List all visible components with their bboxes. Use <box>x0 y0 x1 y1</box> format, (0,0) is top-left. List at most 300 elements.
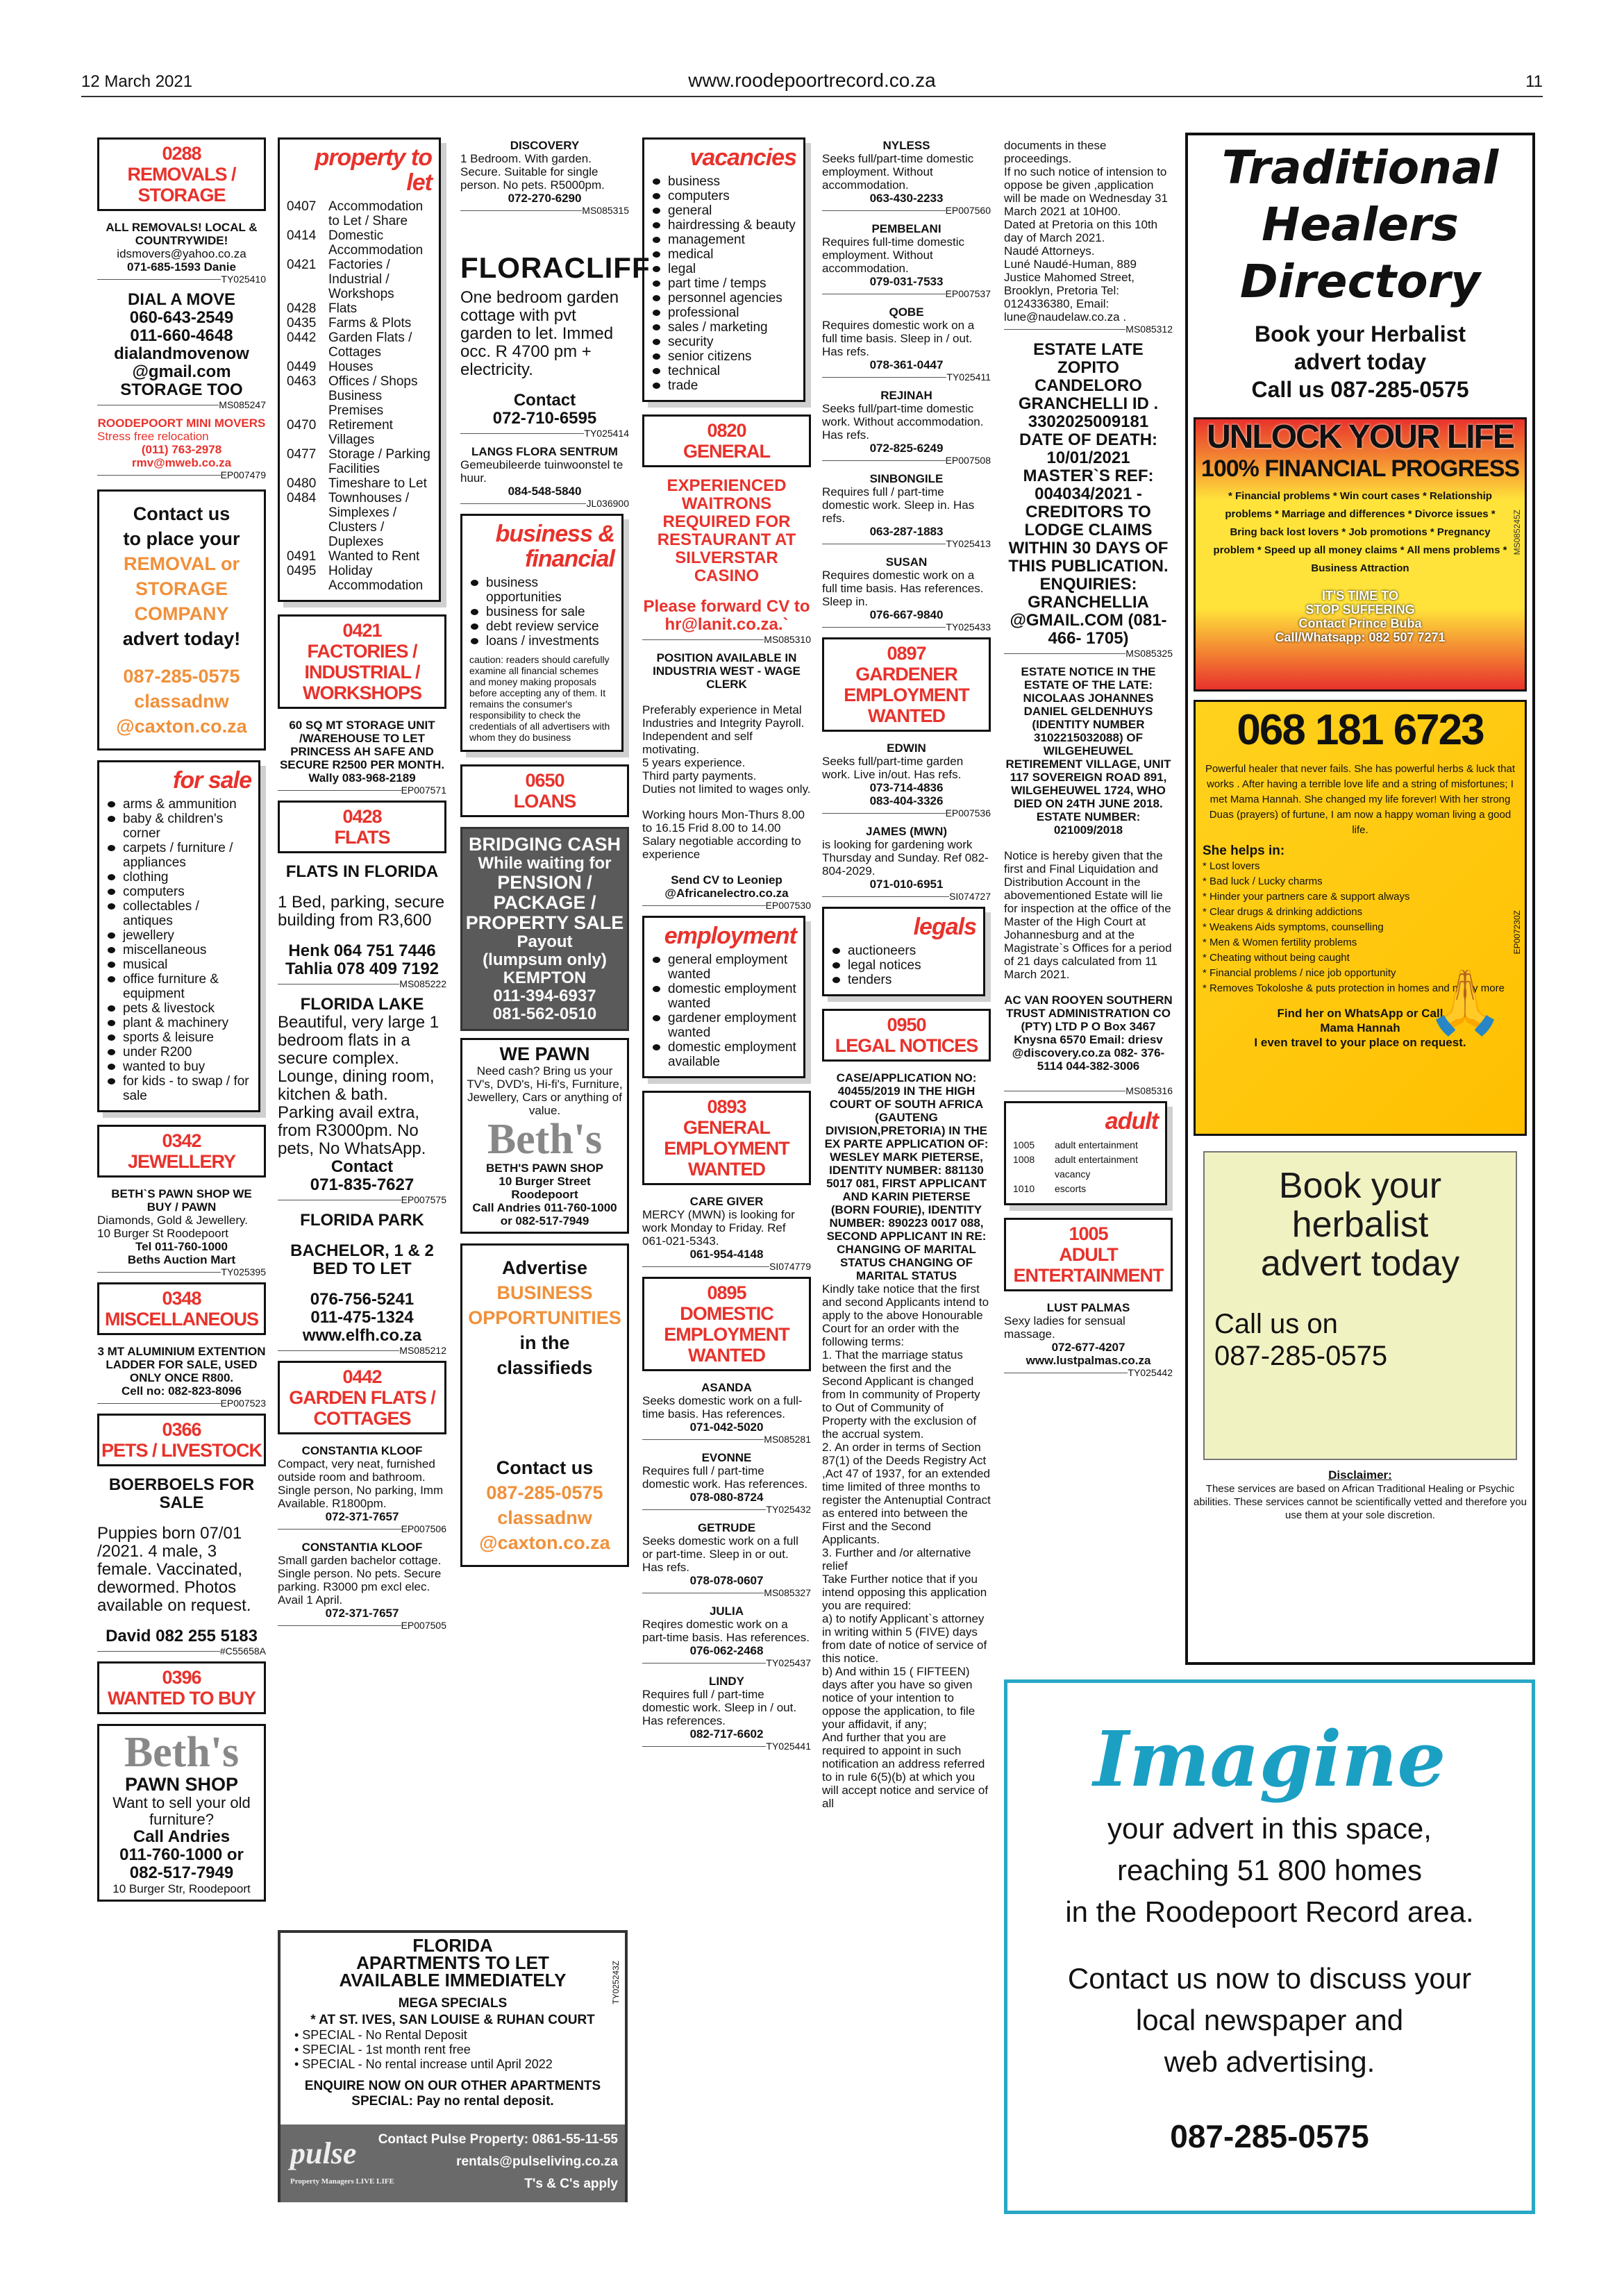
ad-line: 011-394-6937 <box>493 987 596 1005</box>
index-item[interactable]: business opportunities <box>469 576 614 605</box>
category-title: LEGAL NOTICES <box>835 1035 978 1056</box>
index-item[interactable]: wanted to buy <box>106 1059 251 1074</box>
ad-line: a) to notify Applicant`s attorney in writing within 5 (FIVE) days from date of notice of service of this notice. <box>822 1612 987 1665</box>
index-item[interactable] <box>1013 1182 1158 1196</box>
category-title: MISCELLANEOUS <box>104 1309 258 1330</box>
ad-reference: EP007479 <box>97 470 266 480</box>
category-title: ADULT ENTERTAINMENT <box>1013 1244 1164 1286</box>
help-item: * Financial problems / nice job opportunity <box>1203 967 1396 979</box>
index-item[interactable] <box>287 360 432 374</box>
classified-ad <box>822 472 991 548</box>
spacer <box>278 1278 446 1291</box>
ad-line: STORAGE TOO <box>120 380 243 399</box>
ad-line: 083-404-3326 <box>869 794 944 807</box>
ad-reference: TY025414 <box>460 428 629 438</box>
ad-line: Contact <box>330 1157 394 1176</box>
section-title: business & financial <box>495 521 614 572</box>
ad-line: EVONNE <box>701 1451 752 1464</box>
ad-line: Kindly take notice that the first and second Applicants intend to apply to the above Honourable Court for an order with the following terms: <box>822 1282 989 1348</box>
section-title: vacancies <box>689 144 796 171</box>
ad-line: ROODEPOORT MINI MOVERS <box>97 417 266 430</box>
terms: T's & C's apply <box>524 2177 618 2191</box>
index-item[interactable]: collectables / antiques <box>106 899 251 928</box>
index-item[interactable] <box>287 301 432 316</box>
index-item[interactable]: professional <box>651 305 796 320</box>
website-url[interactable]: www.roodepoortrecord.co.za <box>688 69 936 91</box>
ad-line: 072-677-4207 <box>1051 1341 1125 1354</box>
category-code: 0893 <box>707 1096 746 1117</box>
index-item[interactable]: general employment wanted <box>651 953 796 982</box>
ad-line: WE PAWN <box>499 1044 590 1064</box>
ad-line: Seeks domestic work on a full or part-time. Sleep in or out. Has refs. <box>642 1534 798 1574</box>
classified-ad <box>460 445 629 508</box>
ad-line: While waiting for <box>478 854 612 873</box>
ad-line: BACHELOR, 1 & 2 BED TO LET <box>290 1241 434 1278</box>
ad-line: Tel 011-760-1000 <box>135 1240 228 1253</box>
ad-line: 3. Further and /or alternative relief <box>822 1546 971 1573</box>
index-label: Garden Flats / Cottages <box>328 330 412 360</box>
help-item: * Clear drugs & drinking addictions <box>1203 906 1363 918</box>
unlock-your-life-ad <box>1194 417 1527 692</box>
ad-line: Preferably experience in Metal Industries and Integrity Payroll. Independent and self motivating. <box>642 703 805 756</box>
mama-hannah-ad <box>1194 700 1527 1136</box>
index-item[interactable]: baby & children's corner <box>106 812 251 841</box>
category-title: FACTORIES / INDUSTRIAL / WORKSHOPS <box>302 641 421 703</box>
ad-line: FLORIDA LAKE <box>300 995 424 1014</box>
pulse-logo: pulse Property Managers LIVE LIFE <box>290 2136 394 2186</box>
index-code: 0414 <box>287 228 317 243</box>
index-item[interactable]: arms & ammunition <box>106 797 251 812</box>
index-item[interactable]: clothing <box>106 870 251 885</box>
contact-text: web advertising. <box>1164 2045 1375 2078</box>
spacer <box>642 796 811 808</box>
ad-reference: MS085212 <box>278 1346 446 1355</box>
spacer <box>278 1230 446 1242</box>
classified-ad <box>278 1212 446 1355</box>
ad-line: Diamonds, Gold & Jewellery. <box>97 1214 248 1227</box>
ad-line: 072-270-6290 <box>508 192 582 205</box>
ad-line: www.elfh.co.za <box>302 1326 422 1345</box>
index-label: Offices / Shops Business Premises <box>328 374 418 418</box>
special-item: • SPECIAL - No Rental Deposit <box>294 2028 467 2042</box>
helps-heading: She helps in: <box>1203 844 1285 858</box>
index-item[interactable]: technical <box>651 364 796 378</box>
index-item[interactable] <box>287 476 432 491</box>
contact-text: Contact us now to discuss your <box>1067 1962 1472 1995</box>
ad-line: idsmovers@yahoo.co.za <box>117 247 246 260</box>
index-code: 1010 <box>1013 1183 1035 1194</box>
ad-line: STORAGE <box>135 578 228 599</box>
column-3 <box>460 132 651 1577</box>
ad-line: Puppies born 07/01 /2021. 4 male, 3 female. Vaccinated, dewormed. Photos available on request. <box>97 1524 251 1615</box>
index-item[interactable]: legal <box>651 262 796 276</box>
index-item[interactable]: debt review service <box>469 619 614 634</box>
index-item[interactable] <box>287 228 432 258</box>
index-code: 0428 <box>287 301 317 316</box>
page-number: 11 <box>1525 72 1543 91</box>
index-item[interactable]: security <box>651 335 796 349</box>
page-header <box>81 69 1543 97</box>
call-text: Call us 087-285-0575 <box>1251 377 1469 402</box>
ad-line: Requires full / part-time domestic work. Sleep in / out. Has references. <box>642 1688 797 1727</box>
classified-ad <box>460 1243 629 1567</box>
index-item[interactable]: computers <box>106 885 251 899</box>
ad-line: BOERBOELS FOR SALE <box>108 1475 255 1512</box>
category-header <box>460 764 629 817</box>
ad-line: Book your <box>1278 1166 1442 1206</box>
category-title: FLATS <box>334 827 390 848</box>
ad-line: Call Andries <box>133 1827 231 1846</box>
ad-reference: EP007506 <box>278 1524 446 1534</box>
ad-reference: EP007560 <box>822 206 991 215</box>
index-item[interactable] <box>287 258 432 301</box>
section-index <box>460 514 623 752</box>
ad-line: 087-285-0575 <box>123 666 240 687</box>
category-code: 0442 <box>342 1366 382 1387</box>
category-title: PETS / LIVESTOCK <box>101 1440 262 1461</box>
ad-line: EDWIN <box>887 741 926 755</box>
spacer <box>642 691 811 703</box>
index-code: 0442 <box>287 330 317 345</box>
ad-line: Requires full-time domestic employment. Without accommodation. <box>822 235 965 275</box>
category-header <box>97 1661 266 1714</box>
classified-ad <box>278 719 446 795</box>
index-item[interactable]: senior citizens <box>651 349 796 364</box>
index-code: 0449 <box>287 360 317 374</box>
index-item[interactable]: domestic employment available <box>651 1040 796 1069</box>
ad-line: Advertise <box>501 1257 588 1278</box>
index-item[interactable]: personnel agencies <box>651 291 796 305</box>
ad-reference: EP007571 <box>278 785 446 795</box>
ad-line: 078-078-0607 <box>689 1574 764 1587</box>
spacer <box>465 1380 624 1393</box>
help-item: * Hinder your partners care & support always <box>1203 891 1410 903</box>
directory-title: Traditional <box>1221 141 1499 194</box>
ad-reference: MS085222 <box>278 979 446 989</box>
category-title: GENERAL EMPLOYMENT WANTED <box>664 1117 789 1180</box>
index-code: 1008 <box>1013 1154 1035 1165</box>
ad-line: Seeks full/part-time garden work. Live in/out. Has refs. <box>822 755 964 781</box>
ad-line: 3 MT ALUMINIUM EXTENTION LADDER FOR SALE, USED ONLY ONCE R800. <box>97 1345 266 1384</box>
ad-line: advert today <box>1260 1243 1460 1284</box>
issue-date: 12 March 2021 <box>81 72 193 91</box>
classified-ad <box>822 139 991 215</box>
ad-line: ALL REMOVALS! LOCAL & COUNTRYWIDE! <box>106 221 258 247</box>
index-item[interactable]: management <box>651 233 796 247</box>
index-code: 0480 <box>287 476 317 491</box>
index-label: Retirement Villages <box>328 418 393 447</box>
category-header <box>97 1282 266 1335</box>
index-item[interactable]: for kids - to swap / for sale <box>106 1074 251 1103</box>
index-item[interactable]: miscellaneous <box>106 943 251 957</box>
ad-reference: EP007523 <box>97 1398 266 1408</box>
index-item[interactable]: plant & machinery <box>106 1016 251 1030</box>
index-item[interactable]: medical <box>651 247 796 262</box>
index-item[interactable] <box>287 330 432 360</box>
column-1 <box>97 132 266 1907</box>
ad-line: 10 Burger Str, Roodepoort <box>112 1882 251 1895</box>
ad-intro: Powerful healer that never fails. She has powerful herbs & luck that works . After having a terrible love life and a string of misfortunes; I met Mama Hannah. She changed my life forever! With her strong Duas (prayers) of furtune, I am now a happy woman living a good life. <box>1205 763 1516 836</box>
ad-line: to place your <box>123 528 240 549</box>
category-title: JEWELLERY <box>127 1151 236 1172</box>
ad-line: Want to sell your old furniture? <box>112 1794 251 1828</box>
index-item[interactable] <box>287 374 432 418</box>
spacer <box>460 379 629 392</box>
index-code: 0435 <box>287 316 317 330</box>
spacer <box>460 235 629 247</box>
imagine-text: reaching 51 800 homes <box>1117 1854 1422 1886</box>
ad-line: Beths Auction Mart <box>127 1253 236 1266</box>
classified-ad <box>97 1187 266 1277</box>
category-header <box>278 801 446 853</box>
index-item[interactable]: business <box>651 174 796 189</box>
ad-reference: MS085281 <box>642 1434 811 1444</box>
index-item[interactable]: auctioneers <box>831 944 976 958</box>
index-item[interactable]: musical <box>106 957 251 972</box>
section-index <box>822 907 985 996</box>
ad-reference: SI074727 <box>822 891 991 901</box>
index-code: 1005 <box>1013 1139 1035 1150</box>
ad-line: (lumpsum only) <box>483 950 607 969</box>
spacer <box>460 222 629 235</box>
spacer <box>97 1615 266 1627</box>
classified-ad <box>460 1038 629 1234</box>
ad-line: Luné Naudé-Human, 889 Justice Mahomed Street, Brooklyn, Pretoria Tel: 0124336380, Email: lune@naudelaw.co.za . <box>1004 258 1137 324</box>
index-item[interactable] <box>287 447 432 476</box>
index-code: 0421 <box>287 258 317 272</box>
ad-line: 1 Bedroom. With garden. Secure. Suitable for single person. No pets. R5000pm. <box>460 152 605 192</box>
ad-line: Send CV to Leoniep @Africanelectro.co.za <box>664 873 789 900</box>
classified-ad <box>97 221 266 284</box>
category-title: LOANS <box>513 791 576 812</box>
index-item[interactable]: pets & livestock <box>106 1001 251 1016</box>
ad-ref: EP007230Z <box>1512 910 1522 955</box>
column-4 <box>642 132 811 1757</box>
disclaimer-title: Disclaimer: <box>1328 1468 1392 1482</box>
index-item[interactable] <box>1013 1153 1158 1182</box>
ad-reference: TY025413 <box>822 539 991 548</box>
index-label: Holiday Accommodation <box>328 564 424 593</box>
index-item[interactable]: domestic employment wanted <box>651 982 796 1011</box>
ad-line: Reqires domestic work on a part-time basis. Has references. <box>642 1618 810 1644</box>
ad-line: Cell no: 082-823-8096 <box>122 1384 242 1398</box>
ad-line: 072-710-6595 <box>492 409 597 428</box>
section-index <box>278 137 441 602</box>
ad-reference: TY025410 <box>97 274 266 284</box>
section-index <box>97 760 260 1112</box>
index-item[interactable]: hairdressing & beauty <box>651 218 796 233</box>
book-herbalist-ad <box>1203 1151 1517 1460</box>
ad-line: POSITION AVAILABLE IN INDUSTRIA WEST - WAGE CLERK <box>653 651 801 691</box>
classified-ad <box>1004 1301 1173 1377</box>
index-item[interactable] <box>287 564 432 593</box>
enquire-text: ENQUIRE NOW ON OUR OTHER APARTMENTS <box>304 2079 601 2093</box>
ad-phone: 068 181 6723 <box>1237 706 1484 754</box>
ad-line: Seeks full/part-time domestic employment. Without accommodation. <box>822 152 974 192</box>
ad-line: Requires domestic work on a full time basis. Has references. Sleep in. <box>822 569 984 608</box>
category-title: REMOVALS / STORAGE <box>127 164 236 206</box>
ad-line: 071-010-6951 <box>869 878 944 891</box>
ad-line: 076-667-9840 <box>869 608 944 621</box>
contact-text: local newspaper and <box>1135 2004 1404 2036</box>
special-item: • SPECIAL - No rental increase until April 2022 <box>294 2057 553 2071</box>
ad-callout: STOP SUFFERING <box>1305 603 1415 617</box>
index-item[interactable]: tenders <box>831 973 976 987</box>
ad-line: Notice is hereby given that the first and Final Liquidation and Distribution Account in the abovementioned Estate will lie for inspection at the office of the Master of the High Court at Johannesburg and at the Magistrate`s Offices for a period of 21 days calculated from 11 March 2021. <box>1004 849 1172 981</box>
ad-line: JULIA <box>709 1604 744 1618</box>
index-code: 0495 <box>287 564 317 578</box>
ad-line: MERCY (MWN) is looking for work Monday to Friday. Ref 061-021-5343. <box>642 1208 795 1248</box>
index-code: 0477 <box>287 447 317 462</box>
column-5 <box>822 132 991 1816</box>
ad-line: EXPERIENCED WAITRONS REQUIRED FOR RESTAURANT AT SILVERSTAR CASINO <box>657 476 796 585</box>
index-item[interactable] <box>287 199 432 228</box>
ad-line: Seeks full/part-time domestic work. Without accommodation. Has refs. <box>822 402 984 442</box>
ad-line: REMOVAL or <box>123 553 240 574</box>
ad-line: 084-548-5840 <box>508 485 582 498</box>
index-item[interactable]: sales / marketing <box>651 320 796 335</box>
index-item[interactable]: gardener employment wanted <box>651 1011 796 1040</box>
index-item[interactable]: part time / temps <box>651 276 796 291</box>
ad-line: Contact us <box>133 503 231 524</box>
ad-reference: MS085315 <box>460 206 629 215</box>
classified-ad <box>642 477 811 644</box>
category-header <box>97 1125 266 1178</box>
ad-line: Tahlia 078 409 7192 <box>285 960 440 978</box>
ad-line: 011-660-4648 <box>130 326 233 345</box>
ad-line: PAWN SHOP <box>124 1774 238 1795</box>
classified-ad <box>278 1444 446 1534</box>
ad-line: OPPORTUNITIES <box>468 1307 621 1328</box>
classified-ad <box>822 825 991 901</box>
ad-line: 060-643-2549 <box>129 308 234 327</box>
index-item[interactable]: office furniture & equipment <box>106 972 251 1001</box>
spacer <box>642 861 811 873</box>
ad-line: Beautiful, very large 1 bedroom flats in a secure complex. Lounge, dining room, kitchen & bath. Parking avail extra, from R3000pm. No pets, No WhatsApp. <box>278 1013 440 1158</box>
index-label: Wanted to Rent <box>328 549 420 564</box>
spacer <box>465 1418 624 1430</box>
ad-line: CARE GIVER <box>689 1195 764 1208</box>
ad-line: REJINAH <box>880 389 932 402</box>
index-item[interactable] <box>1013 1138 1158 1153</box>
index-item[interactable]: general <box>651 203 796 218</box>
index-label: Timeshare to Let <box>328 476 427 491</box>
classified-ad <box>822 305 991 382</box>
index-label: Houses <box>328 360 374 374</box>
index-item[interactable]: legal notices <box>831 958 976 973</box>
index-item[interactable]: under R200 <box>106 1045 251 1059</box>
ad-line: documents in these proceedings. <box>1004 139 1107 165</box>
classified-ad <box>278 996 446 1205</box>
ad-line: Need cash? Bring us your TV's, DVD's, Hi-fi's, Furniture, Jewellery, Cars or anything of value. <box>467 1064 623 1117</box>
ad-line: 063-430-2233 <box>869 192 944 205</box>
index-item[interactable] <box>287 316 432 330</box>
ad-title: APARTMENTS TO LET <box>356 1952 549 1973</box>
book-text: advert today <box>1294 349 1427 374</box>
index-item[interactable]: jewellery <box>106 928 251 943</box>
classified-ad <box>278 1541 446 1630</box>
index-item[interactable]: carpets / furniture / appliances <box>106 841 251 870</box>
index-item[interactable]: sports & leisure <box>106 1030 251 1045</box>
ad-reference: EP007575 <box>278 1195 446 1205</box>
index-item[interactable] <box>287 549 432 564</box>
ad-line: Small garden bachelor cottage. Single person. No pets. Secure parking. R3000 pm excl elec. Avail 1 April. <box>278 1554 442 1607</box>
ad-line: SUSAN <box>885 555 928 569</box>
ad-ref: MS085245Z <box>1512 510 1522 555</box>
classified-ad <box>642 1451 811 1514</box>
index-item[interactable]: loans / investments <box>469 634 614 648</box>
ad-line: ESTATE LATE ZOPITO CANDELORO GRANCHELLI ID . 3302025009181 DATE OF DEATH: 10/01/2021 MASTER`S REF: 004034/2021 - CREDITORS TO LODGE CLAIMS WITHIN 30 DAYS OF THIS PUBLICATION. ENQUIRIES: GRANCHELLIA @GMAIL.COM (081-466- 1705) <box>1008 340 1169 648</box>
ad-line: 072-371-7657 <box>325 1607 399 1620</box>
ad-line: 063-287-1883 <box>869 525 944 538</box>
ad-line: CONSTANTIA KLOOF <box>301 1444 423 1457</box>
index-label: Accommodation to Let / Share <box>328 199 424 228</box>
ad-line: GETRUDE <box>697 1521 756 1534</box>
index-item[interactable] <box>287 418 432 447</box>
section-title: adult <box>1105 1108 1158 1134</box>
ad-line: 073-714-4836 <box>869 781 944 794</box>
ad-line: ESTATE NOTICE IN THE ESTATE OF THE LATE: NICOLAAS JOHANNES DANIEL GELDENHUYS (IDENTITY NUMBER 3102215032088) OF WILGEHEUWEL RETIREMENT VILLAGE, UNIT 117 SOVEREIGN ROAD 891, WILGEHEUWEL 1724, WHO DIED ON 24TH JUNE 2018. ESTATE NUMBER: 021009/2018 <box>1005 665 1171 837</box>
classified-ad <box>1004 341 1173 658</box>
ad-line: Duties not limited to wages only. <box>642 782 811 796</box>
index-item[interactable]: trade <box>651 378 796 393</box>
ad-line: Call Andries 011-760-1000 or 082-517-7949 <box>472 1201 617 1227</box>
ad-line: 061-954-4148 <box>689 1248 764 1261</box>
help-item: * Weakens Aids symptoms, counselling <box>1203 921 1384 933</box>
ad-line: Stress free relocation <box>97 430 209 443</box>
ad-footer: Mama Hannah <box>1320 1021 1400 1034</box>
ad-footer: I even travel to your place on request. <box>1254 1036 1466 1049</box>
ad-line: LUST PALMAS <box>1046 1301 1130 1314</box>
help-item: * Removes Tokoloshe & puts protection in homes and many more <box>1203 982 1505 994</box>
classified-ad <box>1004 139 1173 334</box>
index-label: Townhouses / Simplexes / Clusters / Duplexes <box>328 491 410 549</box>
index-item[interactable]: computers <box>651 189 796 203</box>
ad-body: * Financial problems * Win court cases * Relationship problems * Marriage and differences * Divorce issues * Bring back lost lovers * Job promotions * Pregnancy problem * Speed up all money claims * All mens problems * Business Attraction <box>1213 490 1507 574</box>
imagine-advert <box>1004 1679 1535 2214</box>
ad-line: Sexy ladies for sensual massage. <box>1004 1314 1125 1341</box>
ad-reference: MS085310 <box>642 635 811 644</box>
contact-email[interactable]: rentals@pulseliving.co.za <box>456 2154 618 2169</box>
ad-reference: TY025441 <box>642 1741 811 1751</box>
category-code: 0288 <box>162 143 201 164</box>
ad-reference: MS085312 <box>1004 324 1173 334</box>
ad-line: Naudé Attorneys. <box>1004 244 1095 258</box>
ad-line: BUSINESS <box>496 1282 593 1303</box>
ad-line: 078-080-8724 <box>689 1491 764 1504</box>
ad-reference: TY025437 <box>642 1658 811 1668</box>
classified-ad <box>97 417 266 480</box>
ad-reference: MS085325 <box>1004 648 1173 658</box>
index-code: 0470 <box>287 418 317 433</box>
ad-line: rmv@mweb.co.za <box>131 456 232 469</box>
help-item: * Lost lovers <box>1203 860 1260 872</box>
section-title: for sale <box>173 767 251 794</box>
ad-footer: Find her on WhatsApp or Call <box>1277 1007 1443 1020</box>
index-item[interactable]: business for sale <box>469 605 614 619</box>
ad-line: QOBE <box>889 305 924 319</box>
ad-line: CASE/APPLICATION NO: 40455/2019 IN THE HIGH COURT OF SOUTH AFRICA (GAUTENG DIVISION,PRETORIA) IN THE EX PARTE APPLICATION OF: WESLEY MARK PIETERSE, IDENTITY NUMBER: 881130 5017 081, FIRST APPLICANT AND KARIN PIETERSE (BORN FOURIE), IDENTITY NUMBER: 890223 0017 088, SECOND APPLICANT IN RE: CHANGING OF MARITAL STATUS CHANGING OF MARITAL STATUS <box>824 1071 989 1282</box>
ad-line: dialandmovenow <box>114 344 249 363</box>
ad-line: Please forward CV to hr@lanit.co.za.` <box>643 597 810 634</box>
ad-phone: Call/Whatsapp: 082 507 7271 <box>1275 630 1446 644</box>
index-code: 0491 <box>287 549 317 564</box>
index-item[interactable] <box>287 491 432 549</box>
category-header <box>642 1277 811 1371</box>
ad-reference: EP007505 <box>278 1620 446 1630</box>
ad-phone: 087-285-0575 <box>1214 1341 1388 1371</box>
traditional-healers-directory <box>1185 133 1535 1665</box>
